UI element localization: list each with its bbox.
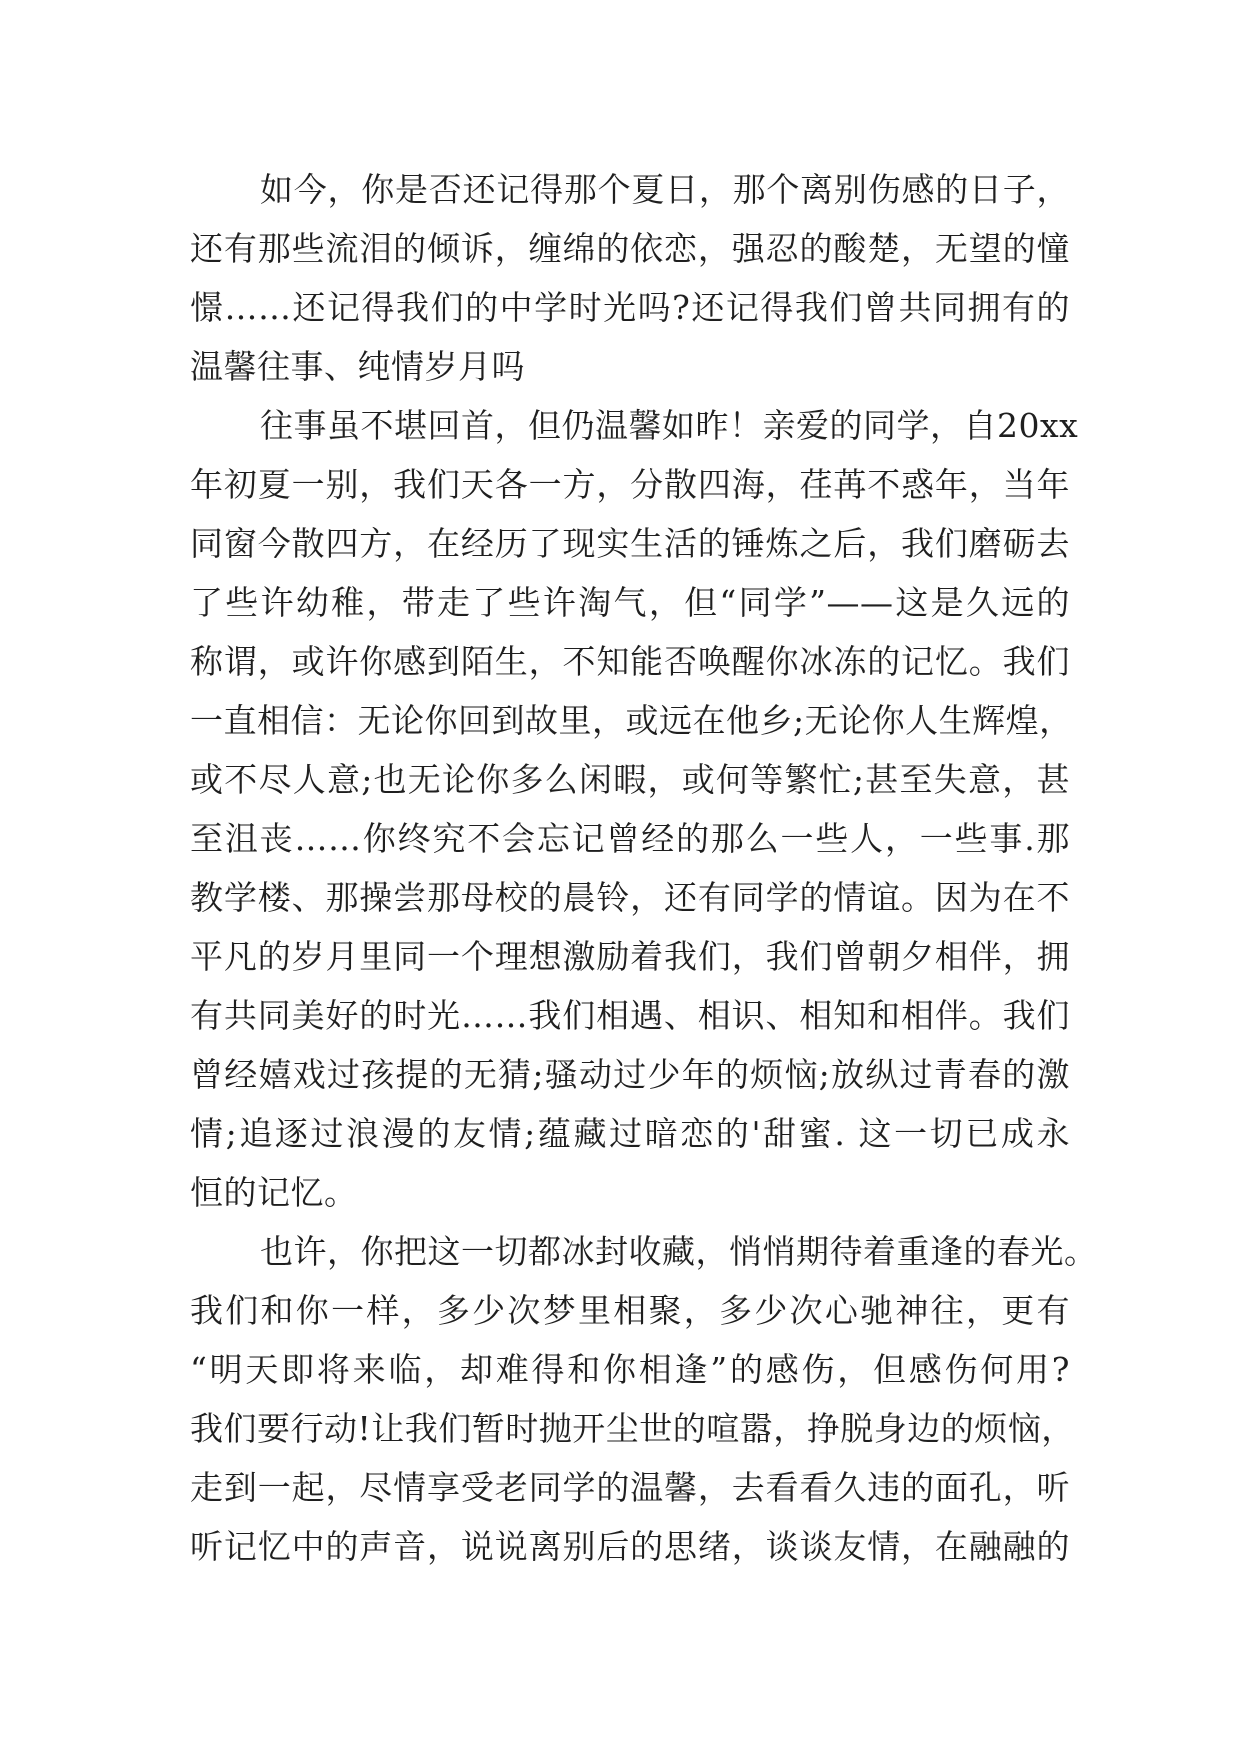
paragraph-line: 称谓，或许你感到陌生，不知能否唤醒你冰冻的记忆。我们 [190,642,1070,681]
paragraph-line: 也许，你把这一切都冰封收藏，悄悄期待着重逢的春光。 [260,1232,1098,1271]
paragraph-line: 听记忆中的声音，说说离别后的思绪，谈谈友情，在融融的 [190,1527,1070,1566]
paragraph-line: 走到一起，尽情享受老同学的温馨，去看看久违的面孔，听 [190,1468,1070,1507]
paragraph-line: 还有那些流泪的倾诉，缠绵的依恋，强忍的酸楚，无望的憧 [190,229,1070,268]
paragraph-line: 如今，你是否还记得那个夏日，那个离别伤感的日子， [260,170,1070,209]
paragraph-line: 一直相信：无论你回到故里，或远在他乡;无论你人生辉煌， [190,701,1073,740]
paragraph-line: 温馨往事、纯情岁月吗 [190,347,525,386]
paragraph-line: 年初夏一别，我们天各一方，分散四海，荏苒不惑年，当年 [190,465,1070,504]
paragraph-1 [190,160,1070,396]
document-body [190,160,1098,1576]
paragraph-line: 情;追逐过浪漫的友情;蕴藏过暗恋的'甜蜜. 这一切已成永 [190,1114,1070,1153]
paragraph-line: “明天即将来临，却难得和你相逢”的感伤，但感伤何用? [190,1350,1070,1389]
paragraph-line: 我们要行动!让我们暂时抛开尘世的喧嚣，挣脱身边的烦恼， [190,1409,1075,1448]
paragraph-line: 有共同美好的时光……我们相遇、相识、相知和相伴。我们 [190,996,1070,1035]
paragraph-line: 曾经嬉戏过孩提的无猜;骚动过少年的烦恼;放纵过青春的激 [190,1055,1070,1094]
paragraph-line: 平凡的岁月里同一个理想激励着我们，我们曾朝夕相伴，拥 [190,937,1070,976]
paragraph-line: 至沮丧……你终究不会忘记曾经的那么一些人，一些事.那 [190,819,1070,858]
paragraph-line: 同窗今散四方，在经历了现实生活的锤炼之后，我们磨砺去 [190,524,1070,563]
paragraph-line: 恒的记忆。 [190,1173,358,1212]
paragraph-line: 往事虽不堪回首，但仍温馨如昨！亲爱的同学，自20xx [260,406,1079,445]
paragraph-line: 了些许幼稚，带走了些许淘气，但“同学”——这是久远的 [190,583,1070,622]
paragraph-line: 憬……还记得我们的中学时光吗?还记得我们曾共同拥有的 [190,288,1070,327]
paragraph-3 [190,1222,1098,1576]
paragraph-line: 教学楼、那操尝那母校的晨铃，还有同学的情谊。因为在不 [190,878,1070,917]
paragraph-2 [190,396,1079,1222]
paragraph-line: 或不尽人意;也无论你多么闲暇，或何等繁忙;甚至失意，甚 [190,760,1070,799]
paragraph-line: 我们和你一样，多少次梦里相聚，多少次心驰神往，更有 [190,1291,1070,1330]
